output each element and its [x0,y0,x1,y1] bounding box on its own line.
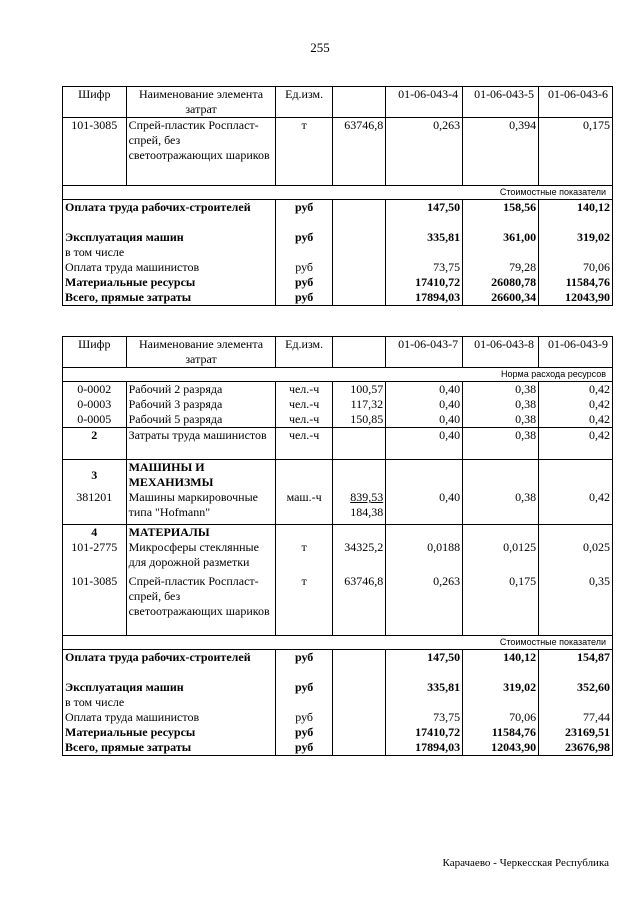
row-unit: т [276,118,332,186]
row-code: 381201 [63,490,127,524]
summary-price [332,230,385,245]
summary-value-1: 335,81 [386,230,463,245]
summary-value-3: 140,12 [539,200,613,230]
row-name: Рабочий 5 разряда [126,412,276,428]
row-price: 63746,8 [332,574,385,636]
summary-row [63,740,613,756]
summary-row [63,650,613,680]
row-value-2: 0,394 [463,118,539,186]
table-row [63,382,613,398]
table-row [63,397,613,412]
row-value-3: 0,42 [539,382,613,398]
summary-value-1: 147,50 [386,200,463,230]
summary-value-2: 79,28 [463,260,539,275]
summary-value-2: 361,00 [463,230,539,245]
workers-block [63,382,613,428]
summary-price [332,740,385,756]
summary-value-3: 12043,90 [539,290,613,306]
row-name: Микросферы стеклянные для дорожной разметки [126,540,276,574]
summary-value-3: 352,60 [539,680,613,695]
summary-value-3: 77,44 [539,710,613,725]
row-value-1: 0,0188 [386,540,463,574]
summary-value-1: 73,75 [386,710,463,725]
row-value-1: 0,40 [386,412,463,428]
norm-label: Норма расхода ресурсов [63,368,613,382]
summary-unit: руб [276,680,332,695]
summary-price [332,200,385,230]
section-3-title-row [63,460,613,491]
summary-name: Материальные ресурсы [63,275,276,290]
summary-value-2: 26080,78 [463,275,539,290]
summary-price [332,650,385,680]
summary-unit: руб [276,710,332,725]
summary-value-1 [386,245,463,260]
summary-name: Оплата труда машинистов [63,710,276,725]
row-value-1: 0,263 [386,118,463,186]
summary-value-3 [539,695,613,710]
table-row [63,490,613,524]
summary-row [63,680,613,695]
summary-name: Всего, прямые затраты [63,740,276,756]
header-unit: Ед.изм. [276,337,332,368]
header-price [332,337,385,368]
row-unit: чел.-ч [276,382,332,398]
row-value-3: 0,025 [539,540,613,574]
row-price: 150,85 [332,412,385,428]
summary-value-3: 154,87 [539,650,613,680]
summary-row [63,200,613,230]
row-value-2: 0,38 [463,397,539,412]
row-name: Машины маркировочные типа "Hofmann" [126,490,276,524]
summary-name: Оплата труда рабочих-строителей [63,200,276,230]
row-price-secondary: 184,38 [350,505,384,519]
summary-value-1: 17410,72 [386,275,463,290]
section-title: МАТЕРИАЛЫ [126,524,276,540]
row-value-3: 0,35 [539,574,613,636]
summary-name: Всего, прямые затраты [63,290,276,306]
summary-name: в том числе [63,245,276,260]
row-name: Рабочий 2 разряда [126,382,276,398]
summary-name: в том числе [63,695,276,710]
section-2-row [63,428,613,460]
summary-row [63,245,613,260]
header-unit: Ед.изм. [276,87,332,118]
row-value-2: 0,38 [463,490,539,524]
row-code: 0-0003 [63,397,127,412]
section-4-title-row [63,524,613,540]
summary-name: Эксплуатация машин [63,680,276,695]
header-code-3: 01-06-043-9 [539,337,613,368]
row-code: 0-0002 [63,382,127,398]
summary-row [63,230,613,245]
row-value-3: 0,42 [539,397,613,412]
row-unit: чел.-ч [276,428,332,460]
summary-value-2: 70,06 [463,710,539,725]
estimate-table-1 [62,86,613,306]
summary-unit: руб [276,740,332,756]
summary-unit: руб [276,200,332,230]
row-value-1: 0,40 [386,397,463,412]
row-value-2: 0,175 [463,574,539,636]
header-code: Шифр [63,337,127,368]
header-code-3: 01-06-043-6 [539,87,613,118]
norm-label-row [63,368,613,382]
table-row [63,412,613,428]
estimate-table-2 [62,336,613,756]
summary-value-1: 17894,03 [386,290,463,306]
row-code: 101-3085 [63,574,127,636]
summary-value-3: 70,06 [539,260,613,275]
table-row [63,540,613,574]
row-value-1: 0,263 [386,574,463,636]
summary-value-3: 319,02 [539,230,613,245]
section-label-row [63,636,613,650]
section-number: 4 [63,524,127,540]
row-name: Рабочий 3 разряда [126,397,276,412]
table-row [63,118,613,186]
summary-value-2: 26600,34 [463,290,539,306]
summary-price [332,275,385,290]
summary-value-1 [386,695,463,710]
summary-row [63,290,613,306]
row-price [332,428,385,460]
summary-unit [276,695,332,710]
summary-row [63,710,613,725]
row-price [332,490,385,524]
row-unit: т [276,574,332,636]
header-code-2: 01-06-043-8 [463,337,539,368]
row-value-2: 0,38 [463,382,539,398]
row-price: 34325,2 [332,540,385,574]
summary-price [332,695,385,710]
header-code-1: 01-06-043-4 [386,87,463,118]
row-code: 101-3085 [63,118,127,186]
row-value-1: 0,40 [386,428,463,460]
summary-value-2: 12043,90 [463,740,539,756]
row-value-2: 0,38 [463,428,539,460]
row-value-3: 0,42 [539,412,613,428]
summary-value-2 [463,695,539,710]
summary-value-3: 11584,76 [539,275,613,290]
table-header [63,337,613,368]
row-value-3: 0,175 [539,118,613,186]
summary-unit: руб [276,725,332,740]
materials-block [63,540,613,636]
summary-value-2: 140,12 [463,650,539,680]
section-label: Стоимостные показатели [63,636,613,650]
row-value-3: 0,42 [539,490,613,524]
summary-block [63,200,613,306]
row-name: Спрей-пластик Роспласт-спрей, без светоотражающих шариков [126,118,276,186]
row-name: Затраты труда машинистов [126,428,276,460]
summary-price [332,260,385,275]
summary-value-1: 17894,03 [386,740,463,756]
page-number: 255 [310,40,330,55]
summary-value-2: 158,56 [463,200,539,230]
summary-value-1: 335,81 [386,680,463,695]
section-title: МАШИНЫ И МЕХАНИЗМЫ [126,460,276,491]
row-unit: т [276,540,332,574]
summary-row [63,695,613,710]
summary-price [332,245,385,260]
summary-value-1: 147,50 [386,650,463,680]
summary-unit: руб [276,275,332,290]
row-unit: чел.-ч [276,397,332,412]
summary-price [332,725,385,740]
summary-row [63,260,613,275]
summary-value-1: 73,75 [386,260,463,275]
header-name: Наименование элемента затрат [126,87,276,118]
row-price-main: 839,53 [350,490,384,504]
summary-unit: руб [276,290,332,306]
table-row [63,574,613,636]
row-value-1: 0,40 [386,382,463,398]
footer-region: Карачаево - Черкесская Республика [442,857,609,869]
row-unit: чел.-ч [276,412,332,428]
row-price: 63746,8 [332,118,385,186]
summary-unit: руб [276,260,332,275]
row-unit: маш.-ч [276,490,332,524]
row-code: 0-0005 [63,412,127,428]
summary-block [63,650,613,756]
summary-value-2: 319,02 [463,680,539,695]
row-value-1: 0,40 [386,490,463,524]
summary-value-3: 23676,98 [539,740,613,756]
header-price [332,87,385,118]
section-label: Стоимостные показатели [63,186,613,200]
summary-value-2 [463,245,539,260]
header-name: Наименование элемента затрат [126,337,276,368]
header-code: Шифр [63,87,127,118]
header-code-1: 01-06-043-7 [386,337,463,368]
summary-row [63,275,613,290]
section-number: 3 [63,460,127,491]
summary-name: Оплата труда машинистов [63,260,276,275]
row-price: 100,57 [332,382,385,398]
row-price: 117,32 [332,397,385,412]
summary-unit: руб [276,230,332,245]
summary-value-2: 11584,76 [463,725,539,740]
summary-name: Оплата труда рабочих-строителей [63,650,276,680]
summary-row [63,725,613,740]
row-value-3: 0,42 [539,428,613,460]
header-code-2: 01-06-043-5 [463,87,539,118]
summary-value-3: 23169,51 [539,725,613,740]
section-number: 2 [63,428,127,460]
summary-name: Эксплуатация машин [63,230,276,245]
row-name: Спрей-пластик Роспласт-спрей, без светоотражающих шариков [126,574,276,636]
summary-value-3 [539,245,613,260]
row-value-2: 0,38 [463,412,539,428]
table-header [63,87,613,118]
row-value-2: 0,0125 [463,540,539,574]
summary-price [332,710,385,725]
summary-price [332,290,385,306]
summary-unit: руб [276,650,332,680]
summary-name: Материальные ресурсы [63,725,276,740]
summary-unit [276,245,332,260]
summary-value-1: 17410,72 [386,725,463,740]
row-code: 101-2775 [63,540,127,574]
section-label-row [63,186,613,200]
summary-price [332,680,385,695]
